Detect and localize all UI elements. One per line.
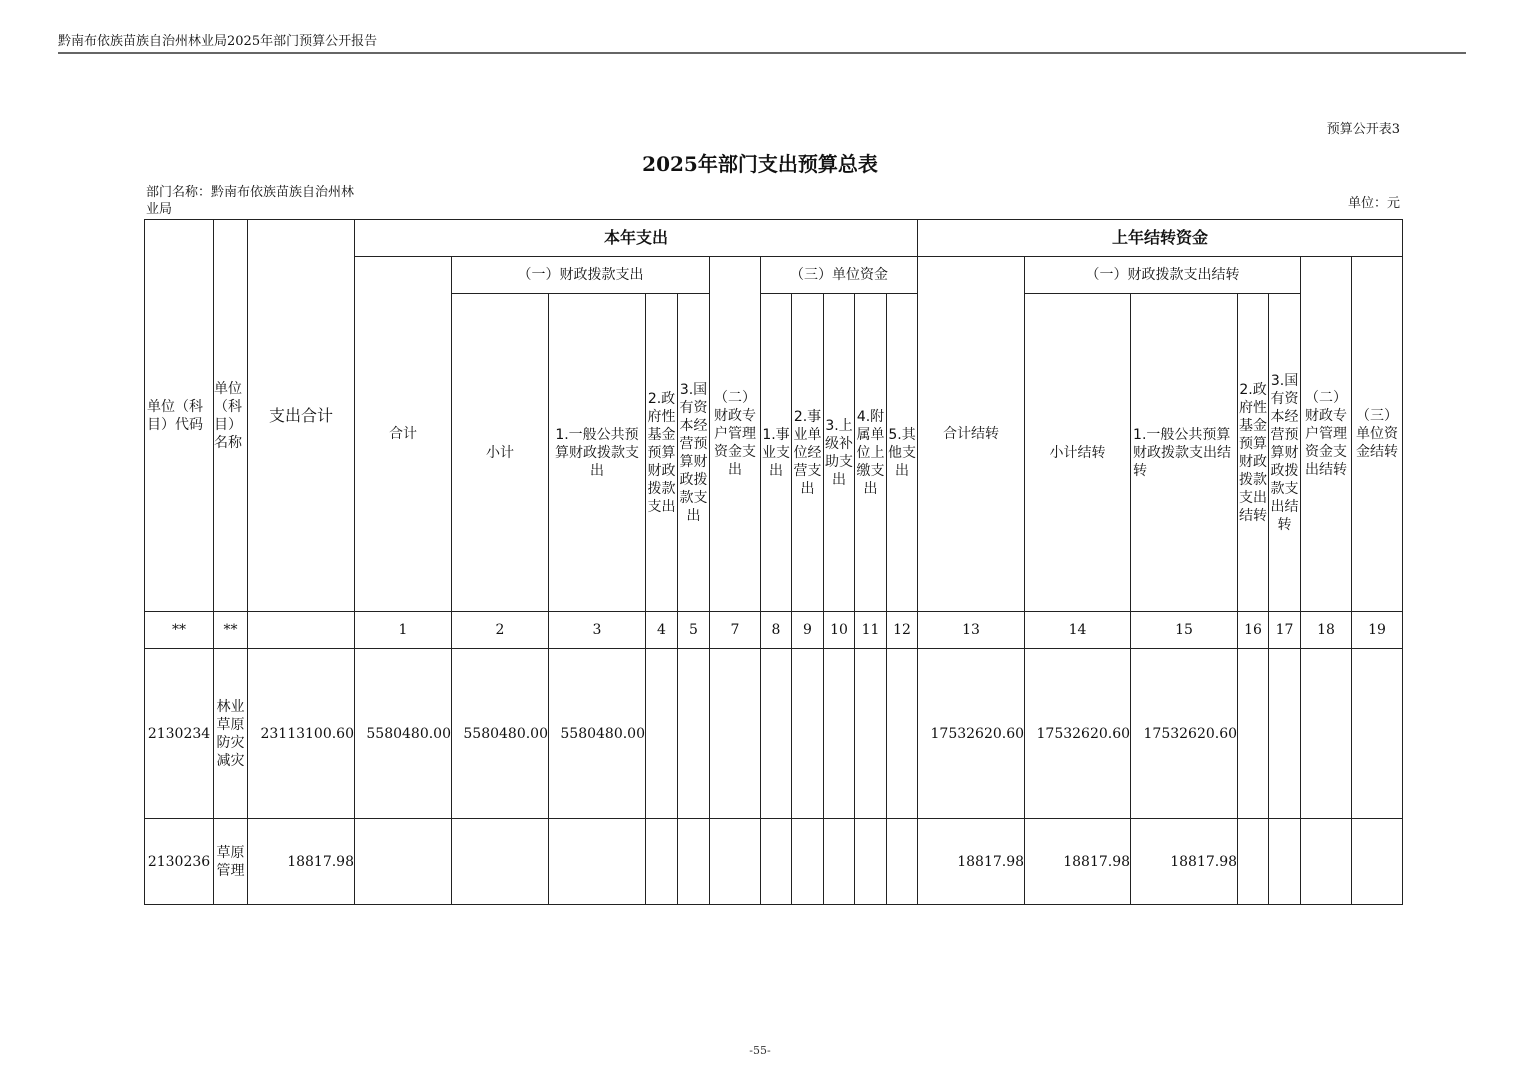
header-cy-affiliated: 4.附属单位上缴支出 bbox=[855, 294, 887, 612]
index-row bbox=[145, 612, 1403, 649]
header-cy-other: 5.其他支出 bbox=[887, 294, 918, 612]
index-cell: 5 bbox=[678, 612, 710, 649]
row-cy-gov-fund bbox=[646, 649, 678, 819]
header-current-year: 本年支出 bbox=[355, 220, 918, 257]
index-cell: 10 bbox=[824, 612, 855, 649]
index-cell: 4 bbox=[646, 612, 678, 649]
row-cy-affiliated bbox=[855, 819, 887, 905]
unit-label: 单位：元 bbox=[1347, 196, 1400, 211]
running-header: 黔南布依族苗族自治州林业局2025年部门预算公开报告 bbox=[58, 34, 378, 49]
header-cy-business: 1.事业支出 bbox=[761, 294, 792, 612]
index-cell: 8 bbox=[761, 612, 792, 649]
header-row-1 bbox=[145, 220, 1403, 257]
index-cell: 13 bbox=[918, 612, 1025, 649]
row-py-special bbox=[1301, 819, 1352, 905]
row-py-general: 18817.98 bbox=[1131, 819, 1238, 905]
row-py-unit bbox=[1352, 819, 1403, 905]
row-py-total: 17532620.60 bbox=[918, 649, 1025, 819]
index-cell: 19 bbox=[1352, 612, 1403, 649]
row-name: 草原管理 bbox=[214, 819, 248, 905]
index-cell: 2 bbox=[452, 612, 549, 649]
row-code: 2130236 bbox=[145, 819, 214, 905]
row-cy-subsidy bbox=[824, 819, 855, 905]
row-cy-other bbox=[887, 649, 918, 819]
page-number: -55- bbox=[749, 1044, 771, 1057]
row-py-total: 18817.98 bbox=[918, 819, 1025, 905]
table-row bbox=[145, 649, 1403, 819]
index-cell: ** bbox=[145, 612, 214, 649]
header-cy-total: 合计 bbox=[355, 257, 452, 612]
index-cell bbox=[248, 612, 355, 649]
header-py-special: （二）财政专户管理资金支出结转 bbox=[1301, 257, 1352, 612]
row-py-subtotal: 17532620.60 bbox=[1025, 649, 1131, 819]
row-py-general: 17532620.60 bbox=[1131, 649, 1238, 819]
header-py-unit: （三）单位资金结转 bbox=[1352, 257, 1403, 612]
index-cell: 18 bbox=[1301, 612, 1352, 649]
row-cy-business bbox=[761, 819, 792, 905]
page-title: 2025年部门支出预算总表 bbox=[642, 152, 878, 176]
budget-table bbox=[144, 219, 1403, 905]
row-cy-operating bbox=[792, 819, 824, 905]
row-cy-subtotal: 5580480.00 bbox=[452, 649, 549, 819]
row-cy-affiliated bbox=[855, 649, 887, 819]
row-cy-operating bbox=[792, 649, 824, 819]
row-total: 23113100.60 bbox=[248, 649, 355, 819]
row-cy-business bbox=[761, 649, 792, 819]
index-cell: 7 bbox=[710, 612, 761, 649]
row-py-state-capital bbox=[1269, 819, 1301, 905]
row-cy-general bbox=[549, 819, 646, 905]
index-cell: 12 bbox=[887, 612, 918, 649]
index-cell: 16 bbox=[1238, 612, 1269, 649]
index-cell: ** bbox=[214, 612, 248, 649]
header-cy-operating: 2.事业单位经营支出 bbox=[792, 294, 824, 612]
index-cell: 11 bbox=[855, 612, 887, 649]
header-py-state-capital: 3.国有资本经营预算财政拨款支出结转 bbox=[1269, 294, 1301, 612]
header-total: 支出合计 bbox=[248, 220, 355, 612]
row-py-gov-fund bbox=[1238, 819, 1269, 905]
index-cell: 14 bbox=[1025, 612, 1131, 649]
row-cy-general: 5580480.00 bbox=[549, 649, 646, 819]
header-name: 单位（科目）名称 bbox=[214, 220, 248, 612]
department-label: 部门名称：黔南布依族苗族自治州林业局 bbox=[146, 185, 355, 217]
table-number: 预算公开表3 bbox=[1326, 122, 1400, 137]
row-name: 林业草原防灾减灾 bbox=[214, 649, 248, 819]
row-py-state-capital bbox=[1269, 649, 1301, 819]
index-cell: 15 bbox=[1131, 612, 1238, 649]
header-cy-subsidy: 3.上级补助支出 bbox=[824, 294, 855, 612]
row-code: 2130234 bbox=[145, 649, 214, 819]
row-py-unit bbox=[1352, 649, 1403, 819]
row-py-subtotal: 18817.98 bbox=[1025, 819, 1131, 905]
header-py-fiscal-group: （一）财政拨款支出结转 bbox=[1025, 257, 1301, 294]
row-total: 18817.98 bbox=[248, 819, 355, 905]
index-cell: 9 bbox=[792, 612, 824, 649]
row-cy-special bbox=[710, 649, 761, 819]
row-cy-total bbox=[355, 819, 452, 905]
header-py-total: 合计结转 bbox=[918, 257, 1025, 612]
row-cy-gov-fund bbox=[646, 819, 678, 905]
row-cy-state-capital bbox=[678, 649, 710, 819]
header-cy-state-capital: 3.国有资本经营预算财政拨款支出 bbox=[678, 294, 710, 612]
index-cell: 17 bbox=[1269, 612, 1301, 649]
header-code: 单位（科目）代码 bbox=[145, 220, 214, 612]
header-prev-year: 上年结转资金 bbox=[918, 220, 1403, 257]
row-cy-special bbox=[710, 819, 761, 905]
row-cy-total: 5580480.00 bbox=[355, 649, 452, 819]
index-cell: 1 bbox=[355, 612, 452, 649]
row-cy-subsidy bbox=[824, 649, 855, 819]
row-py-special bbox=[1301, 649, 1352, 819]
table-row bbox=[145, 819, 1403, 905]
header-py-gov-fund: 2.政府性基金预算财政拨款支出结转 bbox=[1238, 294, 1269, 612]
header-py-subtotal: 小计结转 bbox=[1025, 294, 1131, 612]
header-cy-unit-group: （三）单位资金 bbox=[761, 257, 918, 294]
row-cy-other bbox=[887, 819, 918, 905]
row-cy-subtotal bbox=[452, 819, 549, 905]
row-cy-state-capital bbox=[678, 819, 710, 905]
header-cy-subtotal: 小计 bbox=[452, 294, 549, 612]
row-py-gov-fund bbox=[1238, 649, 1269, 819]
index-cell: 3 bbox=[549, 612, 646, 649]
header-cy-gov-fund: 2.政府性基金预算财政拨款支出 bbox=[646, 294, 678, 612]
header-cy-fiscal-group: （一）财政拨款支出 bbox=[452, 257, 710, 294]
header-cy-general: 1.一般公共预算财政拨款支出 bbox=[549, 294, 646, 612]
header-rule bbox=[58, 52, 1466, 54]
header-py-general: 1.一般公共预算财政拨款支出结转 bbox=[1131, 294, 1238, 612]
header-cy-special: （二）财政专户管理资金支出 bbox=[710, 257, 761, 612]
